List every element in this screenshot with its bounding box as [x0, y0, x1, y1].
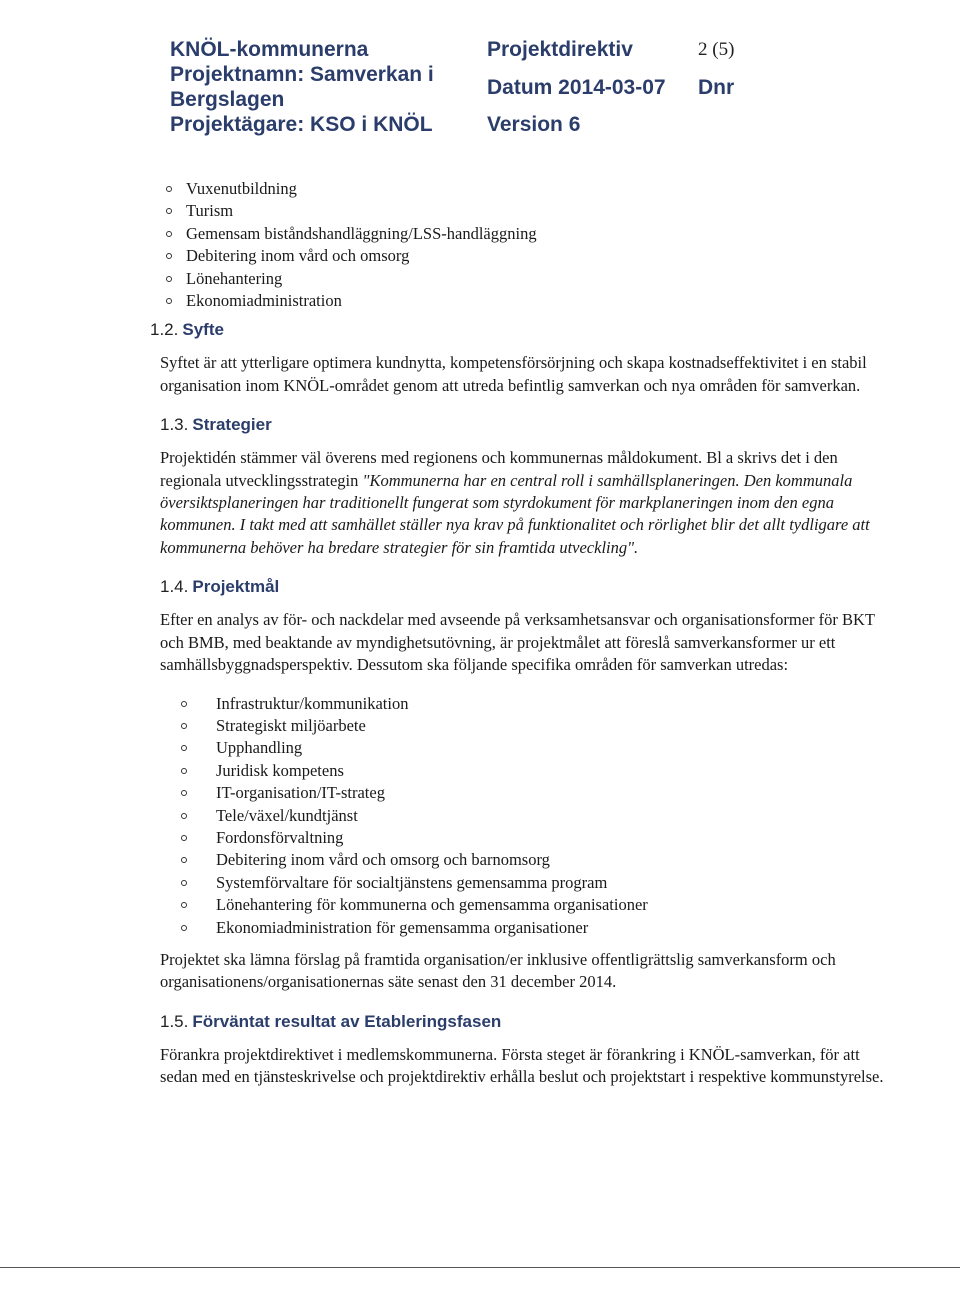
section-heading-resultat: 1.5. Förväntat resultat av Etableringsfasen [160, 1011, 502, 1031]
list-item: Tele/växel/kundtjänst [160, 805, 900, 827]
list-item: Ekonomiadministration [160, 290, 900, 312]
projektmal-text: Efter en analys av för- och nackdelar med avseende på verksamhetsansvar och organisationsformer för BKT och BMB, med beaktande av myndighetsutövning, är projektmålet att föreslå samverkansformer ur ett samhällsbyggnadsperspektiv. Dessutom ska följande specifika områden för samverkan utredas: [160, 610, 875, 675]
dnr-label: Dnr [698, 76, 735, 99]
project-name-line1: Projektnamn: Samverkan i [170, 63, 434, 86]
intro-list [160, 178, 900, 312]
bullet-icon [166, 253, 172, 259]
bullet-icon [166, 231, 172, 237]
list-item: Turism [160, 200, 900, 222]
projektmal-closing: Projektet ska lämna förslag på framtida organisation/er inklusive offentligrättslig samverkansform och organisationens/organisationernas säte senast den 31 december 2014. [160, 949, 836, 992]
bullet-icon [181, 790, 187, 796]
projektmal-list [160, 693, 900, 939]
list-item: Gemensam biståndshandläggning/LSS-handläggning [160, 223, 900, 245]
document-body [150, 178, 900, 1089]
bullet-icon [181, 701, 187, 707]
bullet-icon [181, 723, 187, 729]
doc-version: Version 6 [487, 113, 581, 136]
bullet-icon [166, 298, 172, 304]
bullet-icon [166, 276, 172, 282]
bullet-icon [181, 835, 187, 841]
project-name-line2: Bergslagen [170, 88, 285, 111]
bullet-icon [181, 902, 187, 908]
strategier-quote: "Kommunerna har en central roll i samhällsplaneringen. Den kommunala översiktsplaneringen har traditionellt fungerat som styrdokument för markplaneringen inom den egna kommunen. I takt med att samhället ställer nya krav på funktionalitet och rörlighet blir det allt tydligare att kommunerna behöver ha bredare strategier för sin framtida utveckling". [160, 470, 870, 557]
page-number: 2 (5) [698, 39, 735, 60]
bullet-icon [181, 857, 187, 863]
header-left [170, 37, 490, 137]
section-heading-projektmal: 1.4. Projektmål [160, 577, 280, 597]
org-name: KNÖL-kommunerna [170, 38, 369, 61]
doc-type: Projektdirektiv [487, 38, 633, 61]
list-item: Strategiskt miljöarbete [160, 715, 900, 737]
bullet-icon [181, 880, 187, 886]
list-item: Infrastruktur/kommunikation [160, 693, 900, 715]
bullet-icon [166, 208, 172, 214]
section-heading-syfte: 1.2. Syfte [150, 320, 224, 340]
syfte-text: Syftet är att ytterligare optimera kundnytta, kompetensförsörjning och skapa kostnadseffektivitet i en stabil organisation inom KNÖL-området genom att utreda befintlig samverkan och nya områden för samverkan. [160, 353, 867, 395]
bullet-icon [181, 745, 187, 751]
bullet-icon [166, 186, 172, 192]
bullet-icon [181, 813, 187, 819]
footer-rule [0, 1267, 960, 1268]
section-heading-strategier: 1.3. Strategier [160, 415, 272, 435]
bullet-icon [181, 768, 187, 774]
list-item: Lönehantering [160, 268, 900, 290]
list-item: Systemförvaltare för socialtjänstens gemensamma program [160, 872, 900, 894]
project-owner: Projektägare: KSO i KNÖL [170, 113, 433, 136]
list-item: Fordonsförvaltning [160, 827, 900, 849]
list-item: Upphandling [160, 737, 900, 759]
list-item: Debitering inom vård och omsorg och barnomsorg [160, 849, 900, 871]
list-item: Juridisk kompetens [160, 760, 900, 782]
resultat-text: Förankra projektdirektivet i medlemskommunerna. Första steget är förankring i KNÖL-samverkan, för att sedan med en tjänsteskrivelse och projektdirektiv erhålla beslut och projektstart i respektive kommunstyrelse. [160, 1044, 884, 1087]
bullet-icon [181, 925, 187, 931]
list-item: Vuxenutbildning [160, 178, 900, 200]
doc-date: Datum 2014-03-07 [487, 76, 666, 99]
strategier-text: Projektidén stämmer väl överens med regionens och kommunernas måldokument. Bl a skrivs det i den regionala utvecklingsstrategin "Kommunerna har en central roll i samhällsplaneringen. Den kommunala översiktsplaneringen har traditionellt fungerat som styrdokument för markplaneringen inom den egna kommunen. I takt med att samhället ställer nya krav på funktionalitet och rörlighet blir det allt tydligare att kommunerna behöver ha bredare strategier för sin framtida utveckling". [160, 448, 870, 557]
list-item: Debitering inom vård och omsorg [160, 245, 900, 267]
list-item: IT-organisation/IT-strateg [160, 782, 900, 804]
list-item: Lönehantering för kommunerna och gemensamma organisationer [160, 894, 900, 916]
list-item: Ekonomiadministration för gemensamma organisationer [160, 917, 900, 939]
header-middle [487, 37, 697, 137]
header-right [698, 37, 788, 100]
